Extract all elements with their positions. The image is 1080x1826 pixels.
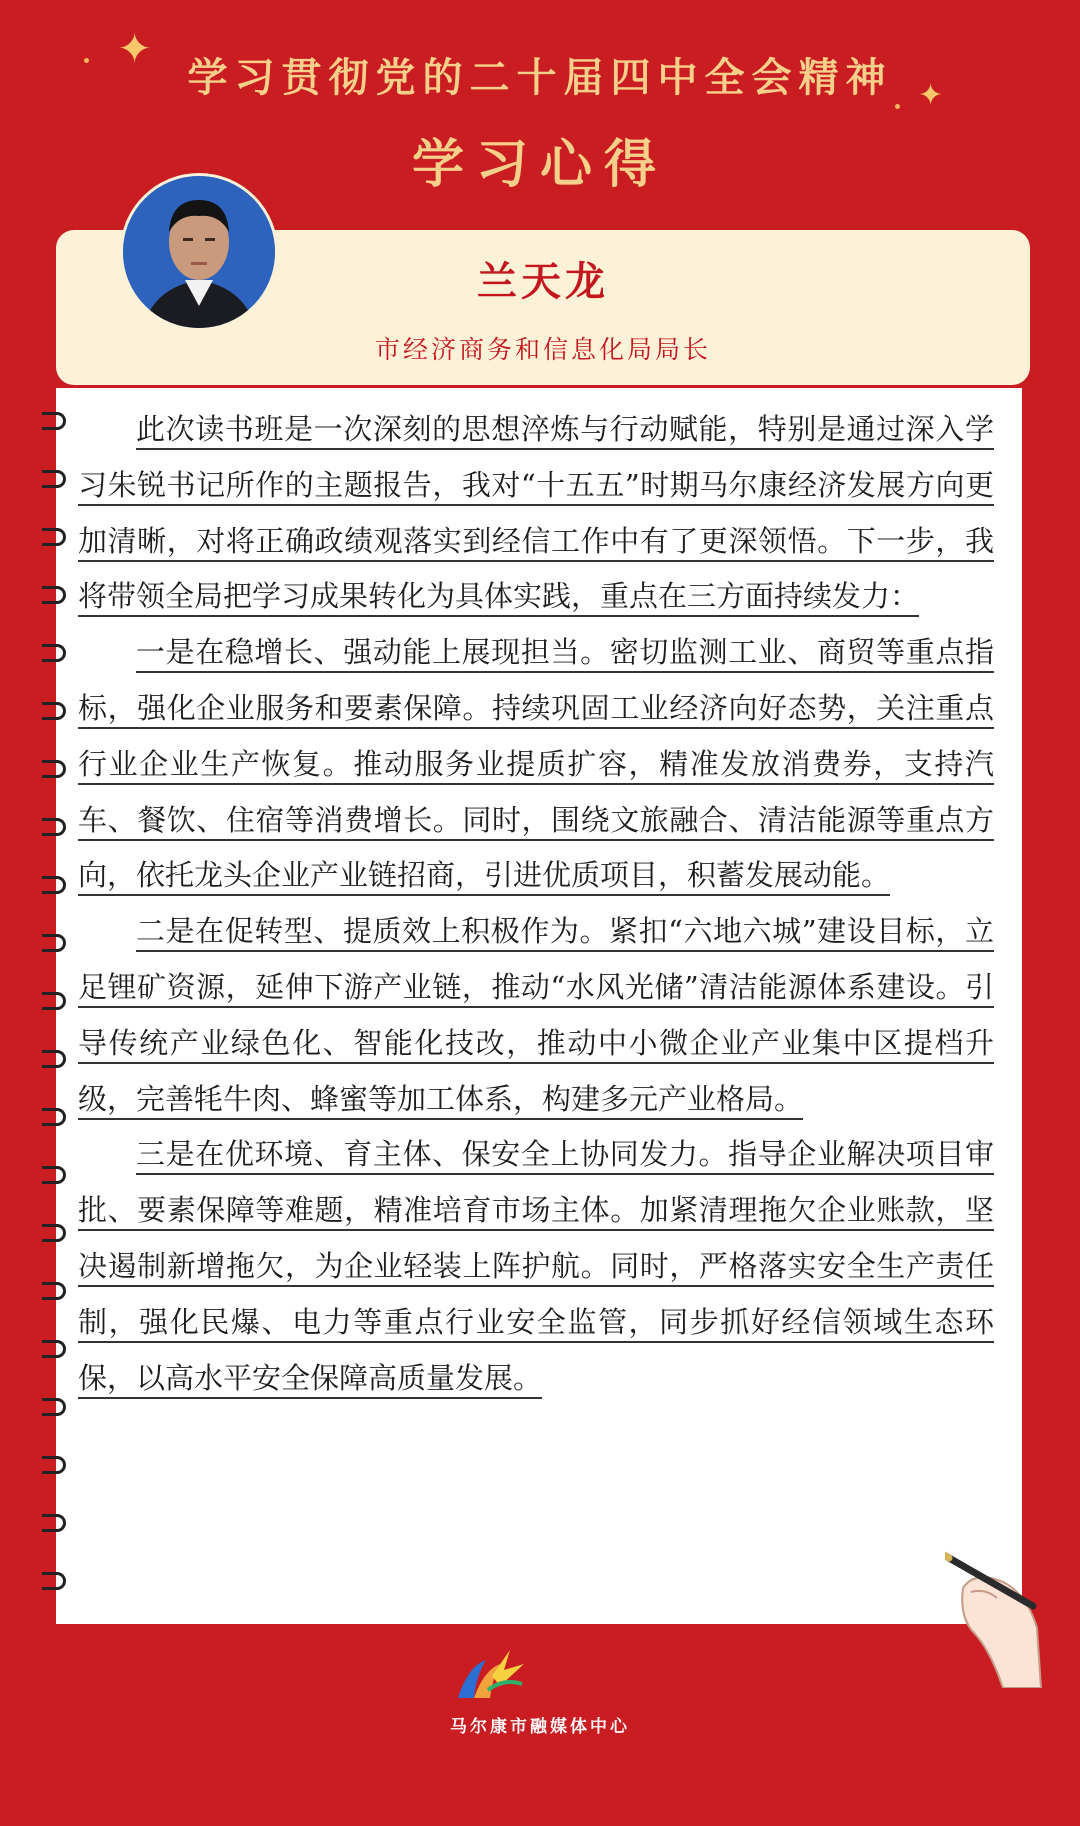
notebook-ring-icon (42, 1050, 66, 1068)
media-center-logo (452, 1646, 532, 1706)
notebook-paper (56, 388, 1022, 1624)
notebook-ring-icon (42, 1398, 66, 1416)
notebook-ring-icon (42, 528, 66, 546)
notebook-ring-icon (42, 1514, 66, 1532)
notebook-ring-icon (42, 1166, 66, 1184)
sparkle-dot (895, 104, 900, 109)
notebook-ring-icon (42, 644, 66, 662)
notebook-ring-icon (42, 1572, 66, 1590)
person-position: 市经济商务和信息化局局长 (374, 335, 711, 364)
notebook-ring-icon (42, 1456, 66, 1474)
article-paragraph: 此次读书班是一次深刻的思想淬炼与行动赋能，特别是通过深入学习朱锐书记所作的主题报告，我对“十五五”时期马尔康经济发展方向更加清晰，对将正确政绩观落实到经信工作中有了更深领悟。下一步，我将带领全局把学习成果转化为具体实践，重点在三方面持续发力： (78, 412, 994, 614)
page-subtitle: 学习心得 (411, 134, 668, 195)
notebook-ring-icon (42, 876, 66, 894)
sparkle-star-icon: ✦ (918, 78, 944, 113)
notebook-ring-icon (42, 412, 66, 430)
notebook-ring-icon (42, 1282, 66, 1300)
notebook-ring-icon (42, 818, 66, 836)
notebook-ring-icon (42, 470, 66, 488)
notebook-ring-icon (42, 934, 66, 952)
article-body (78, 402, 994, 1406)
notebook-ring-icon (42, 992, 66, 1010)
hand-pen-icon (945, 1548, 1045, 1688)
footer-org: 马尔康市融媒体中心 (450, 1717, 630, 1737)
article-paragraph: 三是在优环境、育主体、保安全上协同发力。指导企业解决项目审批、要素保障等难题，精准培育市场主体。加紧清理拖欠企业账款，坚决遏制新增拖欠，为企业轻装上阵护航。同时，严格落实安全生产责任制，强化民爆、电力等重点行业安全监管，同步抓好经信领域生态环保，以高水平安全保障高质量发展。 (78, 1137, 994, 1395)
person-name: 兰天龙 (477, 258, 609, 305)
notebook-ring-icon (42, 702, 66, 720)
article-paragraph: 一是在稳增长、强动能上展现担当。密切监测工业、商贸等重点指标，强化企业服务和要素保障。持续巩固工业经济向好态势，关注重点行业企业生产恢复。推动服务业提质扩容，精准发放消费券，支持汽车、餐饮、住宿等消费增长。同时，围绕文旅融合、清洁能源等重点方向，依托龙头企业产业链招商，引进优质项目，积蓄发展动能。 (78, 635, 994, 893)
article-paragraph: 二是在促转型、提质效上积极作为。紧扣“六地六城”建设目标，立足锂矿资源，延伸下游产业链，推动“水风光储”清洁能源体系建设。引导传统产业绿色化、智能化技改，推动中小微企业产业集中区提档升级，完善牦牛肉、蜂蜜等加工体系，构建多元产业格局。 (78, 914, 994, 1116)
page-title: 学习贯彻党的二十届四中全会精神 (187, 54, 893, 101)
notebook-ring-icon (42, 1224, 66, 1242)
notebook-ring-icon (42, 1108, 66, 1126)
notebook-ring-icon (42, 586, 66, 604)
sparkle-star-icon: ✦ (117, 24, 153, 73)
notebook-ring-icon (42, 760, 66, 778)
notebook-ring-icon (42, 1340, 66, 1358)
